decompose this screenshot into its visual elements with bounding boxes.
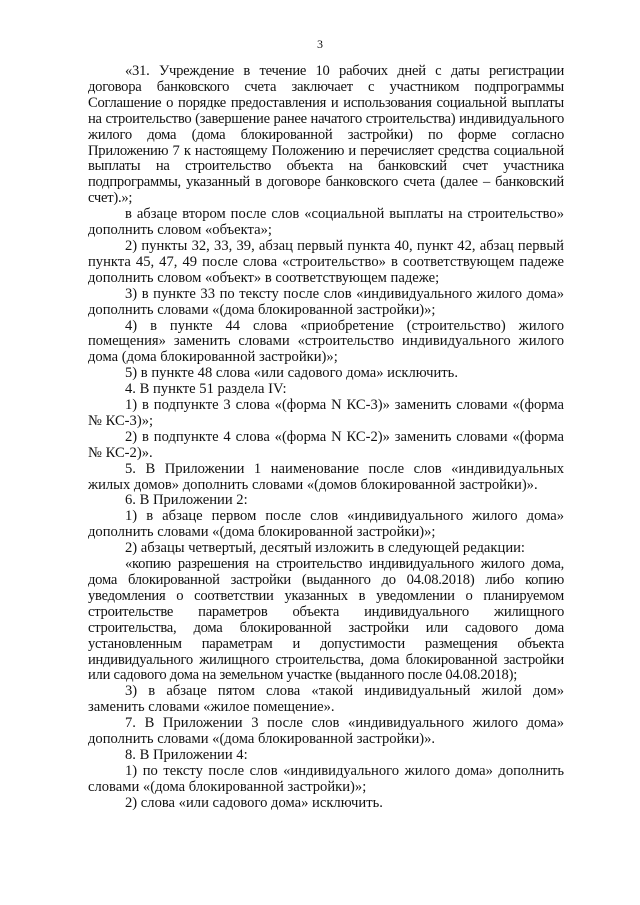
- paragraph: 3) в абзаце пятом слова «такой индивидуальный жилой дом» заменить словами «жилое помещение».: [88, 683, 564, 716]
- page-number: 3: [317, 37, 323, 51]
- paragraph: 2) пункты 32, 33, 39, абзац первый пункта 40, пункт 42, абзац первый пункта 45, 47, 49 после слова «строительство» в соответствующем падеже дополнить словом «объект» в соответствующем падеже;: [88, 237, 564, 286]
- paragraph: 2) в подпункте 4 слова «(форма N КС-2)» заменить словами «(форма № КС-2)».: [88, 428, 564, 461]
- paragraph: «копию разрешения на строительство индивидуального жилого дома, дома блокированной застройки (выданного до 04.08.2018) либо копию уведомления о соответствии указанных в уведомлении о планируемом строительстве параметров объекта индивидуального жилищного строительства, дома блокированной застройки или садового дома установленным параметрам и допустимости размещения объекта индивидуального жилищного строительства, дома блокированной застройки или садового дома на земельном участке (выданного после 04.08.2018);: [88, 556, 564, 684]
- paragraph: 1) в абзаце первом после слов «индивидуального жилого дома» дополнить словами «(дома блокированной застройки)»;: [88, 508, 564, 541]
- paragraph: 6. В Приложении 2:: [125, 492, 248, 509]
- paragraph: 1) по тексту после слов «индивидуального жилого дома» дополнить словами «(дома блокированной застройки)»;: [88, 762, 564, 795]
- paragraph: 4. В пункте 51 раздела IV:: [125, 381, 287, 398]
- paragraph: 1) в подпункте 3 слова «(форма N КС-3)» заменить словами «(форма № КС-3)»;: [88, 397, 564, 429]
- paragraph: 5) в пункте 48 слова «или садового дома» исключить.: [125, 365, 458, 382]
- document-body: [88, 64, 564, 812]
- paragraph: в абзаце втором после слов «социальной выплаты на строительство» дополнить словом «объекта»;: [88, 206, 564, 239]
- paragraph: 2) слова «или садового дома» исключить.: [125, 794, 383, 811]
- paragraph: 4) в пункте 44 слова «приобретение (строительство) жилого помещения» заменить словами «строительство индивидуального жилого дома (дома блокированной застройки)»;: [88, 317, 564, 366]
- paragraph: 7. В Приложении 3 после слов «индивидуального жилого дома» дополнить словами «(дома блокированной застройки)».: [88, 715, 564, 748]
- paragraph: 3) в пункте 33 по тексту после слов «индивидуального жилого дома» дополнить словами «(дома блокированной застройки)»;: [88, 285, 564, 318]
- paragraph: 8. В Приложении 4:: [125, 746, 248, 763]
- paragraph: 2) абзацы четвертый, десятый изложить в следующей редакции:: [125, 540, 525, 557]
- paragraph: «31. Учреждение в течение 10 рабочих дней с даты регистрации договора банковского счета заключает с участником подпрограммы Соглашение о порядке предоставления и использования социальной выплаты на строительство (завершение ранее начатого строительства) индивидуального жилого дома (дома блокированной застройки) по форме согласно Приложению 7 к настоящему Положению и перечисляет средства социальной выплаты на строительство объекта на банковский счет участника подпрограммы, указанный в договоре банковского счета (далее – банковский счет).»;: [88, 63, 564, 207]
- paragraph: 5. В Приложении 1 наименование после слов «индивидуальных жилых домов» дополнить словами «(домов блокированной застройки)».: [88, 460, 564, 493]
